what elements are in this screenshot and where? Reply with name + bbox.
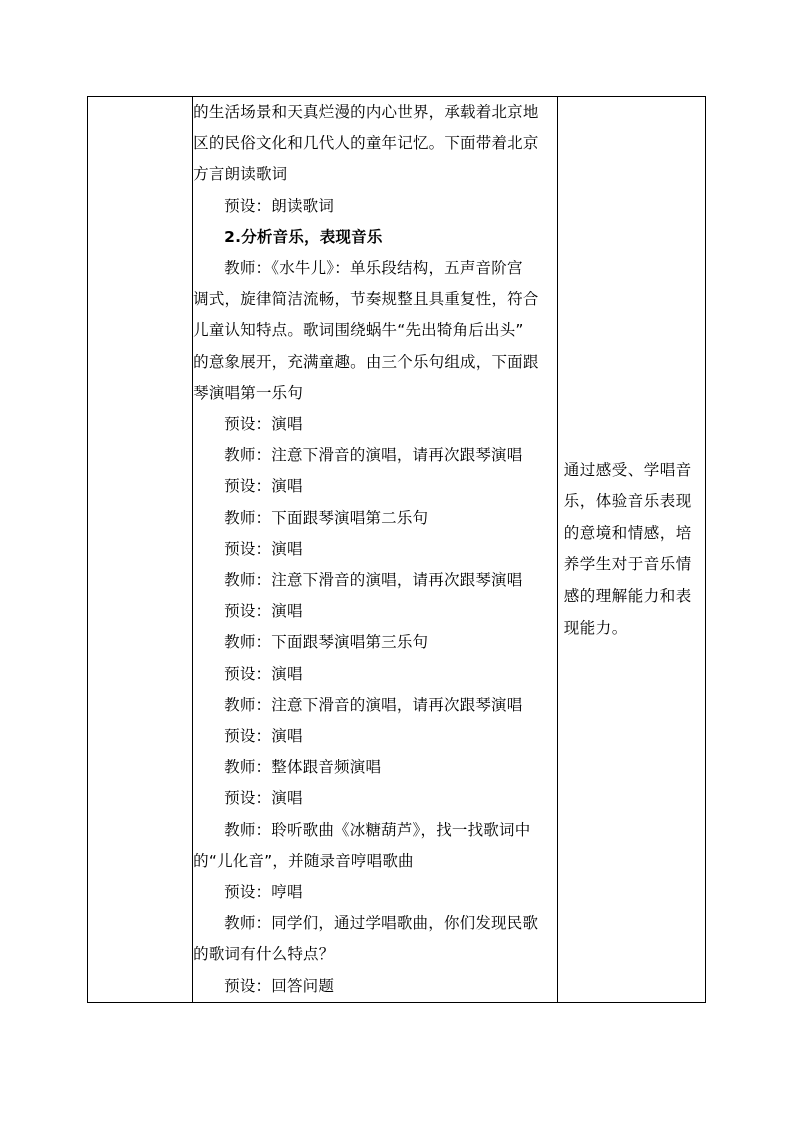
stage-cell <box>88 97 193 1003</box>
intro-line: 区的民俗文化和几代人的童年记忆。下面带着北京 <box>193 134 539 153</box>
dialogue-line: 预设：演唱 <box>224 789 303 808</box>
dialogue-line: 教师：下面跟琴演唱第三乐句 <box>224 633 429 652</box>
intro-line: 方言朗读歌词 <box>193 165 288 184</box>
listening-line: 的“儿化音”，并随录音哼唱歌曲 <box>193 851 414 870</box>
purpose-line: 现能力。 <box>563 618 628 637</box>
purpose-line: 通过感受、学唱音 <box>563 460 692 479</box>
analysis-line: 调式，旋律简洁流畅，节奏规整且具重复性，符合 <box>193 290 539 309</box>
purpose-line: 的意境和情感，培 <box>563 523 692 542</box>
intro-line: 的生活场景和天真烂漫的内心世界，承载着北京地 <box>193 103 539 121</box>
dialogue-line: 预设：演唱 <box>224 477 303 496</box>
preset-line: 预设：回答问题 <box>224 976 335 995</box>
dialogue-line: 教师：下面跟琴演唱第二乐句 <box>224 508 429 527</box>
analysis-line: 琴演唱第一乐句 <box>193 383 304 402</box>
purpose-line: 感的理解能力和表 <box>563 587 692 606</box>
question-line: 的歌词有什么特点？ <box>193 945 335 964</box>
lesson-plan-table <box>87 96 706 1003</box>
dialogue-line: 教师：注意下滑音的演唱，请再次跟琴演唱 <box>224 446 523 465</box>
dialogue-line: 预设：演唱 <box>224 539 303 558</box>
analysis-line: 的意象展开，充满童趣。由三个乐句组成，下面跟 <box>193 352 539 371</box>
section-heading: 2.分析音乐，表现音乐 <box>224 227 383 246</box>
analysis-line: 教师：《水牛儿》：单乐段结构，五声音阶宫 <box>224 259 523 278</box>
analysis-line: 儿童认知特点。歌词围绕蜗牛“先出犄角后出头” <box>193 321 524 340</box>
dialogue-line: 预设：演唱 <box>224 602 303 621</box>
preset-line: 预设：哼唱 <box>224 883 303 902</box>
dialogue-line: 教师：注意下滑音的演唱，请再次跟琴演唱 <box>224 571 523 590</box>
design-purpose-cell <box>557 97 705 1003</box>
teaching-process-cell <box>193 97 558 1003</box>
purpose-line: 养学生对于音乐情 <box>563 555 692 574</box>
dialogue-line: 教师：注意下滑音的演唱，请再次跟琴演唱 <box>224 695 523 714</box>
question-line: 教师：同学们，通过学唱歌曲，你们发现民歌 <box>224 914 539 933</box>
dialogue-line: 教师：整体跟音频演唱 <box>224 758 382 777</box>
listening-line: 教师：聆听歌曲《冰糖葫芦》，找一找歌词中 <box>224 820 531 839</box>
dialogue-line: 预设：演唱 <box>224 664 303 683</box>
dialogue-line: 预设：演唱 <box>224 415 303 434</box>
dialogue-line: 预设：演唱 <box>224 727 303 746</box>
preset-line: 预设：朗读歌词 <box>224 196 335 215</box>
purpose-line: 乐，体验音乐表现 <box>563 492 692 511</box>
table-row <box>88 97 706 1003</box>
